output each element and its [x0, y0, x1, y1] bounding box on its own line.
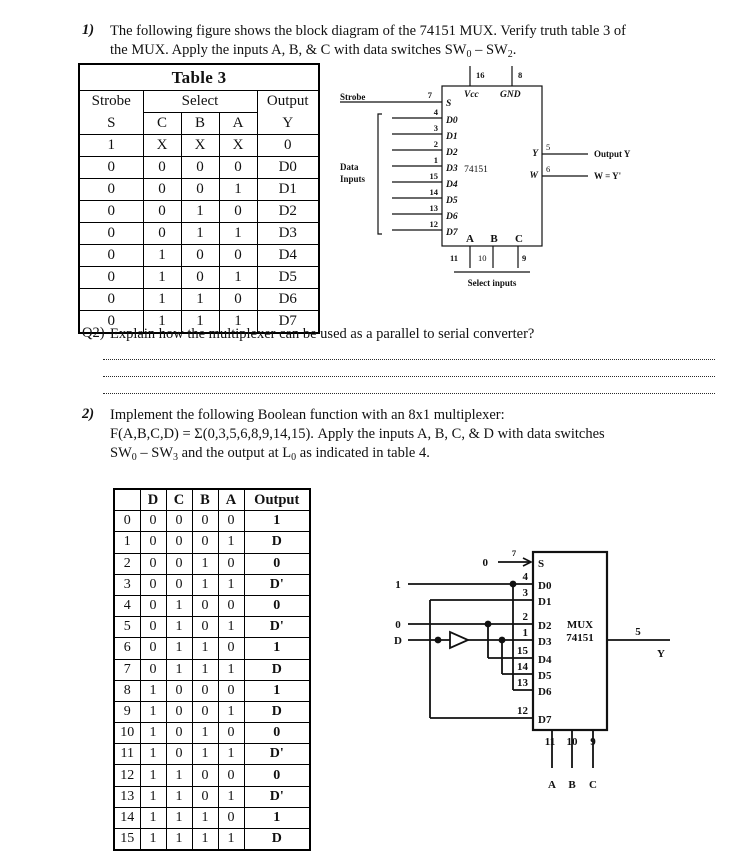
cell-a: 1 — [218, 829, 244, 851]
question-1-text — [110, 22, 626, 64]
cell-out: 0 — [244, 723, 310, 744]
data-pin-number-d4: 15 — [429, 171, 438, 181]
data-pin-name-2-d6: D6 — [538, 686, 552, 698]
cell-y: D2 — [257, 201, 319, 223]
data-inputs-label-1: Data — [340, 162, 359, 172]
cell-out: 0 — [244, 765, 310, 786]
table-row — [114, 532, 310, 553]
table-row — [114, 701, 310, 722]
data-pin-name-2-d3: D3 — [538, 636, 552, 648]
data-pin-name-d3: D3 — [446, 164, 458, 174]
table-4 — [113, 488, 311, 851]
header-a: A — [219, 113, 257, 135]
question-2-line-3: $SW_0 - SW_3$ and the output at $L_0$ as indicated in table 4. — [110, 445, 430, 463]
data-inputs-label-2: Inputs — [340, 174, 366, 184]
cell-c: 0 — [166, 744, 192, 765]
data-pin-number-2-d5: 14 — [517, 661, 528, 673]
output-y-label: Output Y — [594, 149, 631, 159]
cell-a: 0 — [219, 289, 257, 311]
table-row-sub-header — [79, 113, 319, 135]
data-pin-number-d0: 4 — [433, 107, 438, 117]
cell-out: D' — [244, 786, 310, 807]
cell-out: D' — [244, 617, 310, 638]
data-pin-number-2-d6: 13 — [517, 677, 528, 689]
question-q2-line-1: Explain how the multiplexer can be used as a parallel to serial converter? — [110, 326, 535, 342]
cell-b: 0 — [192, 617, 218, 638]
table-row — [79, 157, 319, 179]
cell-out: 0 — [244, 553, 310, 574]
figure-2-svg — [380, 540, 690, 805]
cell-out: D — [244, 829, 310, 851]
source-label-0: 0 — [395, 619, 401, 631]
cell-d: 0 — [140, 511, 166, 532]
vcc-label: Vcc — [464, 90, 479, 100]
cell-b: 1 — [181, 311, 219, 334]
output-pin-number-2: 5 — [635, 626, 641, 638]
cell-s: 0 — [79, 201, 143, 223]
answer-line-3[interactable] — [103, 392, 715, 394]
table-row — [79, 267, 319, 289]
cell-b: 0 — [192, 595, 218, 616]
cell-c: 1 — [166, 617, 192, 638]
select-a-pin-number-2: 11 — [544, 736, 556, 748]
cell-idx: 6 — [114, 638, 140, 659]
question-2-number: 2) — [82, 406, 95, 422]
cell-b: 0 — [181, 267, 219, 289]
select-a-pin-number: 11 — [450, 253, 459, 263]
cell-out: 1 — [244, 807, 310, 828]
figure-1-data-pins — [430, 107, 459, 238]
cell-c: 0 — [166, 680, 192, 701]
cell-a: 0 — [218, 595, 244, 616]
cell-b: 0 — [192, 680, 218, 701]
question-1-number: 1) — [82, 22, 95, 38]
cell-idx: 4 — [114, 595, 140, 616]
cell-out: D — [244, 659, 310, 680]
cell-s: 0 — [79, 267, 143, 289]
cell-b: 0 — [181, 245, 219, 267]
cell-a: 1 — [218, 617, 244, 638]
cell-d: 1 — [140, 723, 166, 744]
table-row — [114, 638, 310, 659]
select-b-pin-number: 10 — [478, 253, 487, 263]
gnd-label: GND — [500, 90, 521, 100]
data-pin-name-d4: D4 — [446, 180, 458, 190]
cell-y: D6 — [257, 289, 319, 311]
junction-dots — [435, 581, 517, 644]
strobe-pin-name: S — [446, 99, 452, 109]
cell-out: 1 — [244, 638, 310, 659]
cell-a: 0 — [219, 201, 257, 223]
data-pin-number-d3: 1 — [433, 155, 438, 165]
table-row — [114, 680, 310, 701]
cell-idx: 0 — [114, 511, 140, 532]
cell-s: 1 — [79, 135, 143, 157]
cell-c: 0 — [143, 157, 181, 179]
cell-b: 1 — [192, 723, 218, 744]
question-1-line-2: the MUX. Apply the inputs A, B, & C with data switches $SW_0 - SW_2$. — [110, 42, 517, 60]
cell-a: 1 — [219, 179, 257, 201]
cell-a: 1 — [218, 744, 244, 765]
figure-74151-block-diagram — [330, 62, 730, 302]
header-s: S — [79, 113, 143, 135]
table-row — [79, 135, 319, 157]
cell-c: 1 — [143, 245, 181, 267]
cell-c: 0 — [166, 511, 192, 532]
table-4-header-row — [114, 489, 310, 511]
cell-s: 0 — [79, 245, 143, 267]
header-b: B — [192, 489, 218, 511]
cell-out: 0 — [244, 595, 310, 616]
cell-d: 0 — [140, 532, 166, 553]
cell-y: 0 — [257, 135, 319, 157]
answer-line-1[interactable] — [103, 358, 715, 360]
cell-idx: 8 — [114, 680, 140, 701]
table-row — [79, 179, 319, 201]
header-b: B — [181, 113, 219, 135]
cell-a: 0 — [218, 638, 244, 659]
select-inputs-caption: Select inputs — [467, 278, 517, 288]
cell-d: 0 — [140, 553, 166, 574]
table-row — [114, 723, 310, 744]
cell-c: 1 — [166, 595, 192, 616]
cell-a: 1 — [218, 701, 244, 722]
cell-idx: 3 — [114, 574, 140, 595]
cell-d: 1 — [140, 701, 166, 722]
cell-d: 0 — [140, 595, 166, 616]
data-pin-name-2-d4: D4 — [538, 654, 552, 666]
table-4-body — [114, 511, 310, 851]
select-b-name-2: B — [568, 779, 576, 791]
inverter-triangle — [450, 632, 468, 648]
figure-mux-implementation — [380, 540, 690, 805]
question-2-line-2: F(A,B,C,D) = Σ(0,3,5,6,8,9,14,15). Apply the inputs A, B, C, & D with data switches — [110, 426, 605, 442]
question-q2-text — [110, 325, 534, 344]
cell-d: 0 — [140, 574, 166, 595]
cell-s: 0 — [79, 157, 143, 179]
junction-dot-d0 — [510, 581, 517, 588]
select-b-pin-number-2: 10 — [566, 736, 578, 748]
cell-c: 1 — [166, 765, 192, 786]
data-pin-number-2-d7: 12 — [517, 705, 528, 717]
cell-idx: 7 — [114, 659, 140, 680]
select-c-pin-number: 9 — [522, 253, 527, 263]
cell-out: 1 — [244, 680, 310, 701]
cell-s: 0 — [79, 179, 143, 201]
select-a-name: A — [466, 233, 474, 245]
cell-idx: 10 — [114, 723, 140, 744]
data-pin-name-2-d1: D1 — [538, 596, 552, 608]
gnd-pin-number: 8 — [518, 70, 523, 80]
cell-c: 0 — [166, 532, 192, 553]
cell-a: 0 — [218, 511, 244, 532]
cell-c: 0 — [166, 574, 192, 595]
cell-a: 1 — [219, 267, 257, 289]
cell-c: 1 — [143, 289, 181, 311]
cell-b: 0 — [192, 786, 218, 807]
cell-s: 0 — [79, 289, 143, 311]
answer-line-2[interactable] — [103, 375, 715, 377]
table-row — [114, 595, 310, 616]
data-pin-number-2-d2: 2 — [522, 611, 528, 623]
table-row — [114, 786, 310, 807]
cell-c: 0 — [166, 723, 192, 744]
cell-idx: 2 — [114, 553, 140, 574]
cell-s: 0 — [79, 311, 143, 334]
cell-out: D — [244, 701, 310, 722]
cell-c: 1 — [166, 807, 192, 828]
cell-b: 1 — [192, 659, 218, 680]
chip-name: 74151 — [464, 165, 488, 175]
table-row-group-header — [79, 91, 319, 113]
table-row — [114, 511, 310, 532]
question-2-text — [110, 406, 730, 467]
source-label-1: 1 — [395, 579, 401, 591]
data-pin-name-d1: D1 — [446, 132, 458, 142]
cell-b: 1 — [192, 829, 218, 851]
cell-d: 1 — [140, 744, 166, 765]
data-pin-number-d2: 2 — [433, 139, 438, 149]
cell-a: 1 — [219, 311, 257, 334]
data-pin-number-d1: 3 — [433, 123, 438, 133]
table-row — [114, 807, 310, 828]
strobe-label: Strobe — [340, 92, 366, 102]
table-row — [114, 829, 310, 851]
cell-d: 0 — [140, 659, 166, 680]
cell-y: D1 — [257, 179, 319, 201]
junction-dot-d — [435, 637, 442, 644]
strobe-pin-name-2: S — [538, 558, 545, 570]
cell-b: 0 — [192, 701, 218, 722]
table-row — [79, 223, 319, 245]
cell-b: 1 — [192, 553, 218, 574]
data-pin-name-2-d0: D0 — [538, 580, 552, 592]
cell-b: X — [181, 135, 219, 157]
cell-c: 0 — [143, 201, 181, 223]
cell-c: 0 — [143, 223, 181, 245]
cell-a: 1 — [219, 223, 257, 245]
header-y: Y — [257, 113, 319, 135]
cell-idx: 13 — [114, 786, 140, 807]
data-pin-name-2-d7: D7 — [538, 714, 552, 726]
data-pin-number-d6: 13 — [429, 203, 438, 213]
output-w-pin-number: 6 — [546, 164, 551, 174]
strobe-pin-number: 7 — [427, 90, 432, 100]
cell-b: 0 — [192, 511, 218, 532]
data-pin-name-d5: D5 — [446, 196, 458, 206]
cell-idx: 14 — [114, 807, 140, 828]
cell-c: 1 — [143, 311, 181, 334]
table-row — [114, 765, 310, 786]
data-pin-number-2-d0: 4 — [522, 571, 528, 583]
cell-c: 0 — [166, 553, 192, 574]
cell-y: D5 — [257, 267, 319, 289]
cell-y: D4 — [257, 245, 319, 267]
cell-a: 0 — [218, 680, 244, 701]
cell-b: 0 — [181, 157, 219, 179]
select-b-name: B — [490, 233, 498, 245]
cell-b: 0 — [181, 179, 219, 201]
cell-d: 1 — [140, 765, 166, 786]
header-output: Output — [257, 91, 319, 113]
data-pin-name-d7: D7 — [446, 228, 458, 238]
strobe-value-2: 0 — [482, 557, 488, 569]
data-pin-number-d5: 14 — [429, 187, 438, 197]
output-w-pin-name: W — [529, 171, 538, 181]
output-y-pin-name: Y — [532, 149, 538, 159]
select-a-name-2: A — [548, 779, 556, 791]
header-select: Select — [143, 91, 257, 113]
cell-d: 1 — [140, 807, 166, 828]
question-1-line-1: The following figure shows the block diagram of the 74151 MUX. Verify truth table 3 of — [110, 23, 626, 39]
table-row — [114, 553, 310, 574]
cell-idx: 12 — [114, 765, 140, 786]
cell-c: 1 — [166, 829, 192, 851]
table-3-container — [78, 63, 320, 334]
table-row — [79, 201, 319, 223]
cell-a: 0 — [218, 807, 244, 828]
select-c-name: C — [515, 233, 523, 245]
table-row — [79, 289, 319, 311]
cell-idx: 1 — [114, 532, 140, 553]
cell-a: X — [219, 135, 257, 157]
select-c-pin-number-2: 9 — [590, 736, 596, 748]
cell-a: 1 — [218, 574, 244, 595]
cell-c: X — [143, 135, 181, 157]
table-3-body — [79, 135, 319, 334]
data-pin-name-d0: D0 — [446, 116, 458, 126]
cell-d: 0 — [140, 617, 166, 638]
header-d: D — [140, 489, 166, 511]
cell-out: D' — [244, 744, 310, 765]
output-name-2: Y — [657, 648, 665, 660]
cell-c: 1 — [166, 659, 192, 680]
data-pin-name-d6: D6 — [446, 212, 458, 222]
cell-y: D3 — [257, 223, 319, 245]
header-c: C — [143, 113, 181, 135]
table-row — [79, 245, 319, 267]
table-row-title — [79, 64, 319, 91]
data-pin-name-d2: D2 — [446, 148, 458, 158]
vcc-pin-number: 16 — [476, 70, 485, 80]
cell-idx: 15 — [114, 829, 140, 851]
select-c-name-2: C — [589, 779, 597, 791]
chip-name-line-2: 74151 — [566, 632, 594, 644]
data-pin-number-2-d4: 15 — [517, 645, 528, 657]
cell-b: 1 — [181, 201, 219, 223]
strobe-pin-number-2: 7 — [511, 548, 517, 558]
cell-a: 0 — [218, 765, 244, 786]
header-output: Output — [244, 489, 310, 511]
data-pin-number-d7: 12 — [429, 219, 438, 229]
output-w-label: W = Y' — [594, 171, 622, 181]
cell-out: D — [244, 532, 310, 553]
cell-idx: 11 — [114, 744, 140, 765]
data-pin-number-2-d3: 1 — [522, 627, 528, 639]
cell-idx: 5 — [114, 617, 140, 638]
data-pin-name-2-d5: D5 — [538, 670, 552, 682]
cell-b: 0 — [192, 532, 218, 553]
cell-b: 1 — [192, 574, 218, 595]
question-q2-number: Q2) — [82, 325, 105, 341]
cell-b: 1 — [192, 638, 218, 659]
table-3-title: Table 3 — [79, 64, 319, 91]
output-y-pin-number: 5 — [546, 142, 551, 152]
data-pin-name-2-d2: D2 — [538, 620, 552, 632]
cell-y: D7 — [257, 311, 319, 334]
header-index — [114, 489, 140, 511]
cell-b: 1 — [181, 289, 219, 311]
cell-c: 1 — [166, 638, 192, 659]
figure-1-svg — [330, 62, 730, 302]
cell-idx: 9 — [114, 701, 140, 722]
cell-b: 0 — [192, 765, 218, 786]
junction-dot-d3 — [499, 637, 506, 644]
cell-d: 0 — [140, 638, 166, 659]
table-3 — [78, 63, 320, 334]
cell-a: 1 — [218, 786, 244, 807]
figure-2-data-pins — [517, 571, 552, 726]
cell-s: 0 — [79, 223, 143, 245]
table-row — [114, 744, 310, 765]
cell-a: 1 — [218, 659, 244, 680]
cell-b: 1 — [192, 807, 218, 828]
cell-y: D0 — [257, 157, 319, 179]
cell-a: 0 — [219, 157, 257, 179]
header-strobe: Strobe — [79, 91, 143, 113]
cell-c: 1 — [143, 267, 181, 289]
table-row — [114, 659, 310, 680]
header-a: A — [218, 489, 244, 511]
table-row — [114, 574, 310, 595]
cell-d: 1 — [140, 786, 166, 807]
cell-out: D' — [244, 574, 310, 595]
cell-c: 0 — [166, 701, 192, 722]
data-inputs-bracket — [378, 114, 382, 234]
header-c: C — [166, 489, 192, 511]
cell-d: 1 — [140, 680, 166, 701]
cell-a: 1 — [218, 532, 244, 553]
cell-c: 1 — [166, 786, 192, 807]
question-2-line-1: Implement the following Boolean function with an 8x1 multiplexer: — [110, 407, 505, 423]
source-label-d: D — [394, 635, 402, 647]
table-4-container — [113, 488, 311, 851]
chip-name-line-1: MUX — [566, 619, 594, 631]
cell-a: 0 — [218, 723, 244, 744]
table-row — [114, 617, 310, 638]
junction-dot-d2 — [485, 621, 492, 628]
cell-a: 0 — [219, 245, 257, 267]
cell-c: 0 — [143, 179, 181, 201]
cell-out: 1 — [244, 511, 310, 532]
data-pin-number-2-d1: 3 — [522, 587, 528, 599]
cell-b: 1 — [192, 744, 218, 765]
cell-d: 1 — [140, 829, 166, 851]
cell-b: 1 — [181, 223, 219, 245]
cell-a: 0 — [218, 553, 244, 574]
